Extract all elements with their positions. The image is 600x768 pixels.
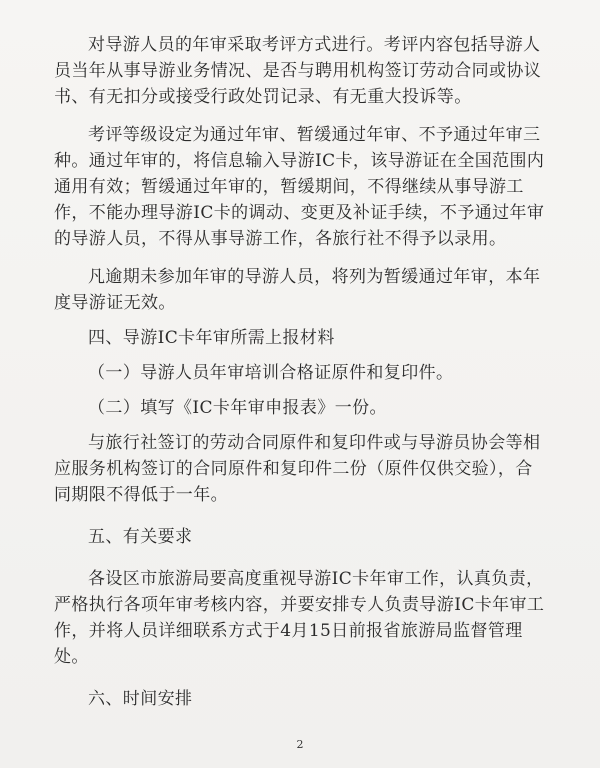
document-body (54, 32, 546, 712)
section-4-item-3: 与旅行社签订的劳动合同原件和复印件或与导游员协会等相应服务机构签订的合同原件和复印件二份（原件仅供交验），合同期限不得低于一年。 (54, 433, 541, 505)
section-5-heading: 五、有关要求 (88, 527, 193, 547)
section-4-heading: 四、导游IC卡年审所需上报材料 (88, 328, 335, 348)
section-4-item-1: （一）导游人员年审培训合格证原件和复印件。 (88, 363, 454, 383)
paragraph-review-levels: 考评等级设定为通过年审、暂缓通过年审、不予通过年审三种。通过年审的，将信息输入导游IC卡，该导游证在全国范围内通用有效；暂缓通过年审的，暂缓期间，不得继续从事导游工作，不能办理导游IC卡的调动、变更及补证手续，不予通过年审的导游人员，不得从事导游工作，各旅行社不得予以录用。 (54, 125, 545, 249)
page-number: 2 (296, 738, 304, 751)
section-5-body: 各设区市旅游局要高度重视导游IC卡年审工作，认真负责，严格执行各项年审考核内容，并要安排专人负责导游IC卡年审工作，并将人员详细联系方式于4月15日前报省旅游局监督管理处。 (54, 569, 545, 667)
section-6-heading: 六、时间安排 (88, 689, 193, 709)
paragraph-annual-review-method: 对导游人员的年审采取考评方式进行。考评内容包括导游人员当年从事导游业务情况、是否与聘用机构签订劳动合同或协议书、有无扣分或接受行政处罚记录、有无重大投诉等。 (54, 35, 542, 107)
section-4-item-2: （二）填写《IC卡年审申报表》一份。 (88, 398, 387, 418)
paragraph-overdue-review: 凡逾期未参加年审的导游人员，将列为暂缓通过年审，本年度导游证无效。 (54, 267, 541, 313)
